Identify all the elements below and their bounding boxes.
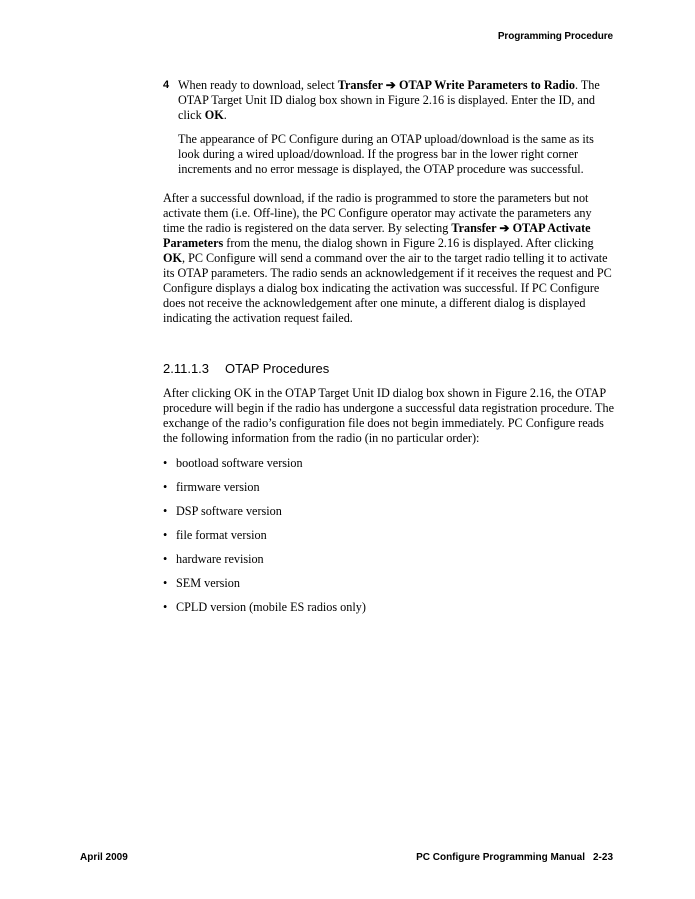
ok-label: OK (163, 251, 182, 265)
footer-date: April 2009 (80, 852, 128, 863)
list-item: • firmware version (163, 480, 260, 494)
step-text: . The OTAP Target Unit ID dialog box shown in Figure 2.16 is displayed. Enter the ID, and click (178, 78, 600, 122)
section-number: 2.11.1.3 (163, 361, 210, 376)
menu-transfer: Transfer (451, 221, 497, 235)
menu-otap-write: OTAP Write Parameters to Radio (398, 78, 575, 92)
info-list (163, 456, 615, 624)
menu-arrow-icon: ➔ (382, 78, 399, 92)
menu-otap-activate: OTAP Activate Parameters (163, 221, 591, 250)
activation-paragraph: After a successful download, if the radio is programmed to store the parameters but not activate them (i.e. Off-line), the PC Configure operator may activate the parameters any time the radio is registered on the data server. By selecting Transfer ➔ OTAP Activate Parameters from the menu, the dialog shown in Figure 2.16 is displayed. After clicking OK, PC Configure will send a command over the air to the target radio telling it to activate its OTAP parameters. The radio sends an acknowledgement if it receives the request and PC Configure displays a dialog box indicating the activation was successful. If PC Configure does not receive the acknowledgement after one minute, a different dialog is displayed indicating the activation request failed. (163, 191, 612, 325)
footer-manual-title: PC Configure Programming Manual (416, 852, 585, 863)
running-header: Programming Procedure (497, 31, 613, 42)
page-number: 2-23 (592, 852, 613, 863)
bullet-icon: • (163, 576, 168, 590)
list-item: • CPLD version (mobile ES radios only) (163, 600, 366, 614)
bullet-icon: • (163, 600, 168, 614)
step-4-note: The appearance of PC Configure during an OTAP upload/download is the same as its look during a wired upload/download. If the progress bar in the lower right corner increments and no error message is displayed, the OTAP procedure was successful. (178, 132, 594, 176)
ok-label: OK (204, 108, 224, 122)
section-title: OTAP Procedures (225, 361, 330, 376)
bullet-icon: • (163, 552, 168, 566)
step-text: . (223, 108, 227, 122)
menu-arrow-icon: ➔ (496, 221, 513, 235)
page-body (163, 78, 615, 624)
bullet-icon: • (163, 504, 168, 518)
footer-manual (416, 852, 613, 863)
bullet-icon: • (163, 480, 168, 494)
list-item: • DSP software version (163, 504, 282, 518)
list-item: • file format version (163, 528, 267, 542)
bullet-icon: • (163, 456, 168, 470)
menu-transfer: Transfer (337, 78, 383, 92)
section-intro: After clicking OK in the OTAP Target Unit ID dialog box shown in Figure 2.16, the OTAP procedure will begin if the radio has undergone a successful data registration procedure. The exchange of the radio’s configuration file does not begin immediately. PC Configure reads the following information from the radio (in no particular order): (163, 386, 615, 445)
bullet-icon: • (163, 528, 168, 542)
list-item: • SEM version (163, 576, 240, 590)
step-text: When ready to download, select (178, 78, 338, 92)
section-heading (163, 361, 615, 377)
list-item: • bootload software version (163, 456, 303, 470)
list-item: • hardware revision (163, 552, 264, 566)
step-number: 4 (163, 79, 170, 91)
step-4 (163, 78, 615, 123)
